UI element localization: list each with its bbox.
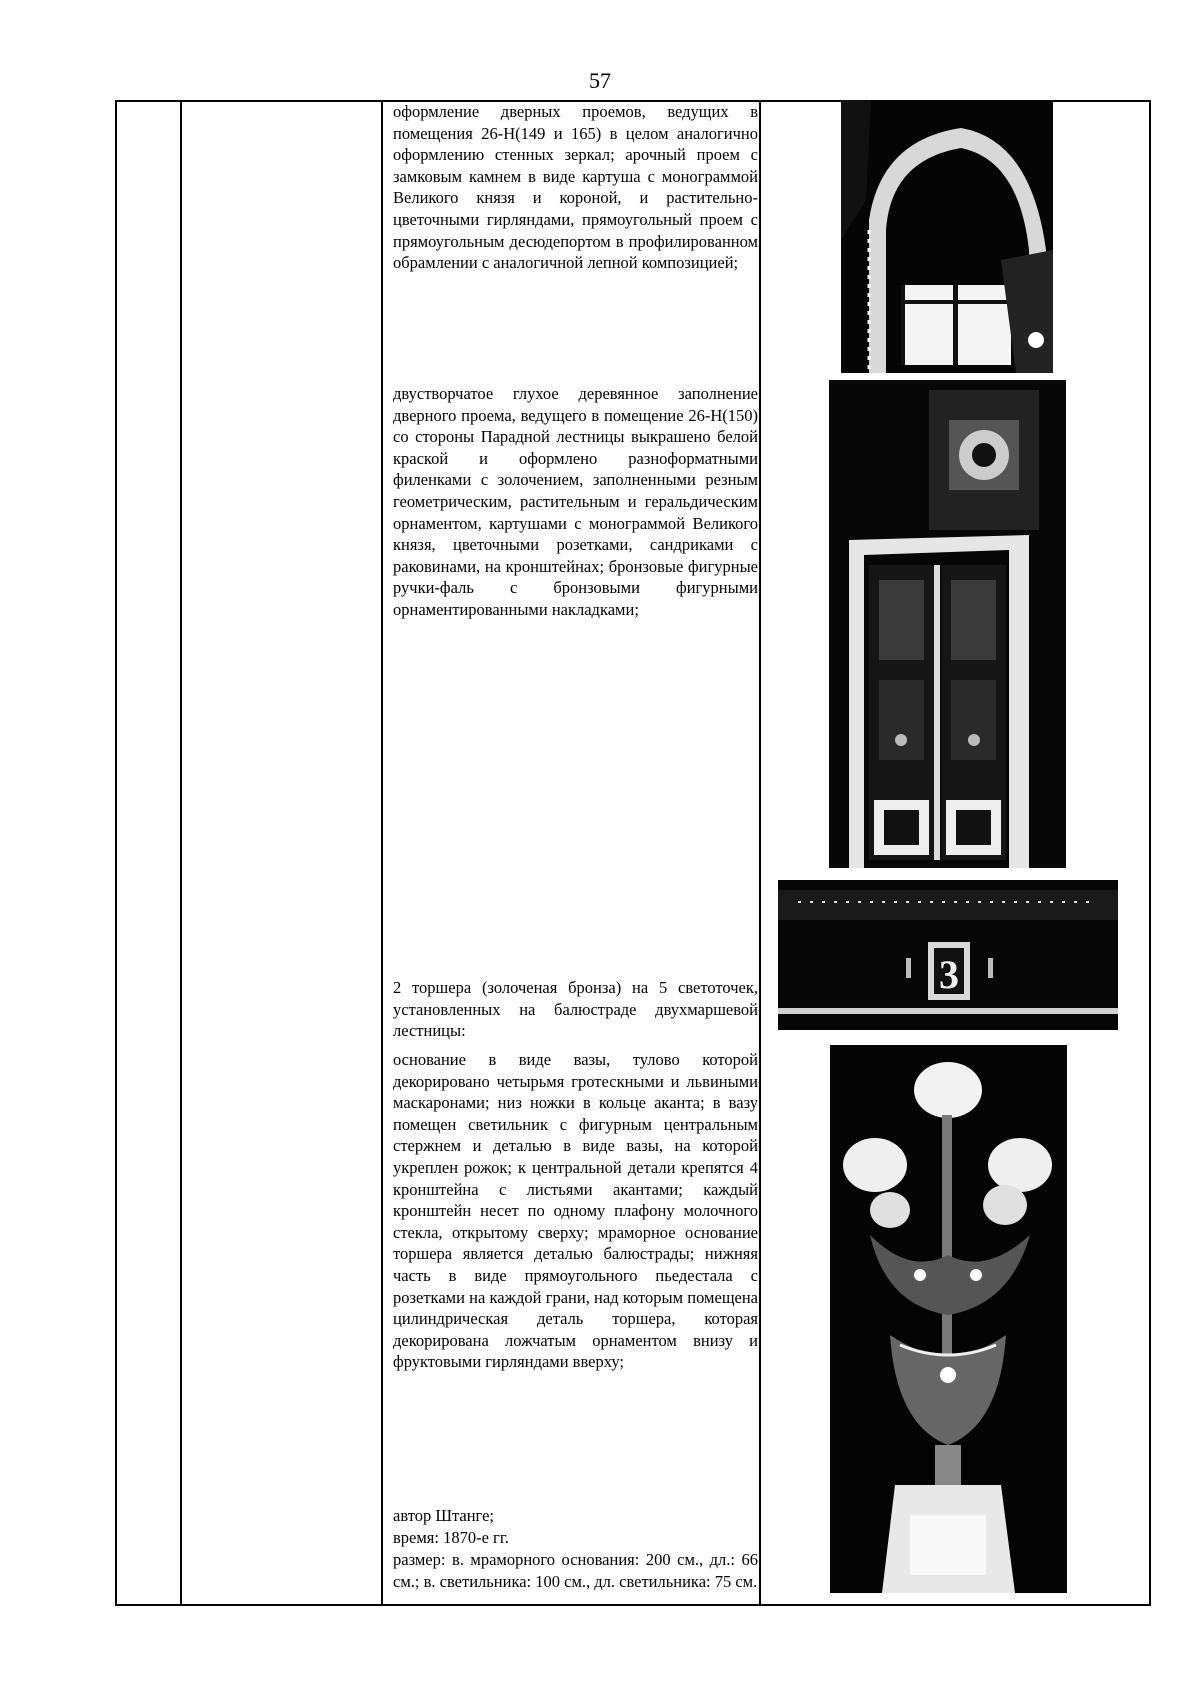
- torchere-details-text: основание в виде вазы, тулово которой декорировано четырьмя гротескными и львиными маскаронами; низ ножки в кольце аканта; в вазу помещен светильник с фигурным центральным стержнем и деталью в виде вазы, на которой укреплен рожок; к центральной детали крепятся 4 кронштейна с листьями акантами; каждый кронштейн несет по одному плафону молочного стекла, открытому сверху; мраморное основание торшера является деталью балюстрады; нижняя часть в виде прямоугольного пьедестала с розетками на каждой грани, над которым помещена цилиндрическая деталь торшера, которая декорирована ложчатым орнаментом внизу и фруктовыми гирляндами вверху;: [393, 1050, 758, 1372]
- door-number-label: 3: [939, 952, 959, 997]
- author-text: автор Штанге;: [393, 1506, 494, 1525]
- doorway-design-text: оформление дверных проемов, ведущих в помещения 26-Н(149 и 165) в целом аналогично оформлению стенных зеркал; арочный проем с замковым камнем в виде картуша с монограммой Великого князя и короной, и растительно-цветочными гирляндами, прямоугольный проем с прямоугольным десюдепортом в профилированном обрамлении с аналогичной лепной композицией;: [393, 102, 758, 273]
- size-text: размер: в. мраморного основания: 200 см., дл.: 66 см.; в. светильника: 100 см., дл. светильника: 75 см.: [393, 1550, 758, 1591]
- double-door-text: двустворчатое глухое деревянное заполнение дверного проема, ведущего в помещение 26-Н(150) со стороны Парадной лестницы выкрашено белой краской и оформлено разноформатными филенками с золочением, заполненными резным геометрическим, растительным и геральдическим орнаментом, картушами с монограммой Великого князя, цветочными розетками, сандриками с раковинами, на кронштейнах; бронзовые фигурные ручки-фаль с бронзовыми фигурными орнаментированными накладками;: [393, 384, 758, 619]
- page-number: 57: [589, 68, 611, 93]
- arched-doorway-photo: [841, 100, 1053, 373]
- double-door-photo: [829, 380, 1066, 868]
- door-number-photo: [778, 880, 1118, 1030]
- torchere-intro-text: 2 торшера (золоченая бронза) на 5 светоточек, установленных на балюстраде двухмаршевой лестницы:: [393, 978, 758, 1041]
- torchere-photo: [830, 1045, 1067, 1593]
- time-text: время: 1870-е гг.: [393, 1528, 509, 1547]
